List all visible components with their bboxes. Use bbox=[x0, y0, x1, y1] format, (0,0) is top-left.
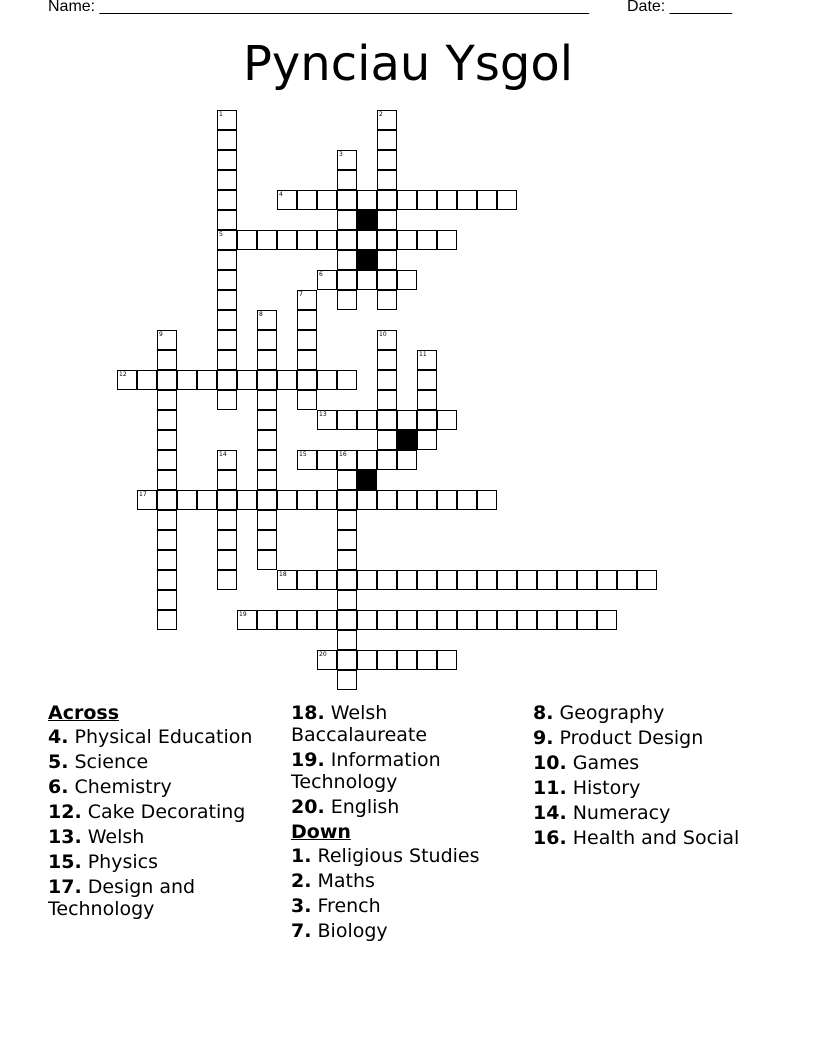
grid-cell[interactable] bbox=[317, 450, 337, 470]
grid-cell[interactable] bbox=[337, 450, 357, 470]
grid-cell[interactable] bbox=[317, 270, 337, 290]
clue-number: 2 bbox=[379, 111, 383, 118]
grid-cell[interactable] bbox=[157, 550, 177, 570]
grid-cell[interactable] bbox=[297, 570, 317, 590]
grid-cell[interactable] bbox=[497, 190, 517, 210]
clue-across-13: 13. Welsh bbox=[48, 826, 145, 848]
grid-cell[interactable] bbox=[377, 410, 397, 430]
grid-cell[interactable] bbox=[197, 490, 217, 510]
grid-cell[interactable] bbox=[337, 490, 357, 510]
clue-number: 12 bbox=[119, 371, 127, 378]
grid-cell[interactable] bbox=[317, 490, 337, 510]
clue-down-16: 16. Health and Social bbox=[533, 827, 740, 849]
grid-cell[interactable] bbox=[377, 570, 397, 590]
grid-cell[interactable] bbox=[297, 370, 317, 390]
grid-cell[interactable] bbox=[357, 650, 377, 670]
grid-cell[interactable] bbox=[157, 350, 177, 370]
grid-cell[interactable] bbox=[477, 570, 497, 590]
grid-cell[interactable] bbox=[217, 330, 237, 350]
grid-cell[interactable] bbox=[337, 150, 357, 170]
grid-cell[interactable] bbox=[377, 350, 397, 370]
grid-cell[interactable] bbox=[157, 330, 177, 350]
grid-cell[interactable] bbox=[157, 530, 177, 550]
grid-cell[interactable] bbox=[217, 270, 237, 290]
grid-cell[interactable] bbox=[217, 390, 237, 410]
grid-cell[interactable] bbox=[397, 650, 417, 670]
clue-number: 5 bbox=[219, 231, 223, 238]
grid-cell[interactable] bbox=[557, 610, 577, 630]
grid-cell[interactable] bbox=[357, 190, 377, 210]
grid-cell[interactable] bbox=[417, 610, 437, 630]
grid-cell[interactable] bbox=[137, 370, 157, 390]
grid-cell[interactable] bbox=[277, 190, 297, 210]
grid-cell[interactable] bbox=[297, 610, 317, 630]
grid-cell[interactable] bbox=[117, 370, 137, 390]
grid-cell[interactable] bbox=[157, 610, 177, 630]
clue-column-1 bbox=[48, 702, 278, 923]
grid-cell[interactable] bbox=[237, 370, 257, 390]
grid-cell[interactable] bbox=[457, 610, 477, 630]
grid-cell[interactable] bbox=[257, 470, 277, 490]
page-title: Pynciau Ysgol bbox=[242, 36, 574, 92]
grid-cell[interactable] bbox=[157, 390, 177, 410]
grid-cell[interactable] bbox=[257, 350, 277, 370]
grid-cell[interactable] bbox=[377, 390, 397, 410]
grid-cell[interactable] bbox=[157, 510, 177, 530]
grid-cell[interactable] bbox=[417, 390, 437, 410]
grid-cell[interactable] bbox=[477, 490, 497, 510]
grid-cell[interactable] bbox=[397, 570, 417, 590]
clue-down-8: 8. Geography bbox=[533, 702, 665, 724]
grid-cell[interactable] bbox=[217, 250, 237, 270]
grid-cell[interactable] bbox=[377, 230, 397, 250]
clue-number: 7 bbox=[299, 291, 303, 298]
grid-cell[interactable] bbox=[377, 450, 397, 470]
grid-cell[interactable] bbox=[217, 310, 237, 330]
grid-cell[interactable] bbox=[597, 570, 617, 590]
down-heading: Down bbox=[291, 821, 351, 843]
grid-cell[interactable] bbox=[377, 270, 397, 290]
grid-cell[interactable] bbox=[217, 130, 237, 150]
grid-cell[interactable] bbox=[497, 610, 517, 630]
grid-cell[interactable] bbox=[357, 270, 377, 290]
grid-cell[interactable] bbox=[217, 150, 237, 170]
grid-cell[interactable] bbox=[277, 570, 297, 590]
grid-cell[interactable] bbox=[317, 610, 337, 630]
grid-cell[interactable] bbox=[217, 450, 237, 470]
grid-cell[interactable] bbox=[277, 370, 297, 390]
clue-down-2: 2. Maths bbox=[291, 870, 375, 892]
grid-cell[interactable] bbox=[177, 370, 197, 390]
grid-cell[interactable] bbox=[377, 190, 397, 210]
grid-cell[interactable] bbox=[157, 590, 177, 610]
clue-number: 8 bbox=[259, 311, 263, 318]
grid-cell[interactable] bbox=[257, 490, 277, 510]
grid-cell[interactable] bbox=[417, 370, 437, 390]
clue-number: 3 bbox=[339, 151, 343, 158]
clue-number: 11 bbox=[419, 351, 427, 358]
grid-cell[interactable] bbox=[377, 330, 397, 350]
across-heading: Across bbox=[48, 702, 120, 724]
grid-cell[interactable] bbox=[437, 650, 457, 670]
grid-cell[interactable] bbox=[157, 450, 177, 470]
grid-cell[interactable] bbox=[237, 490, 257, 510]
grid-cell[interactable] bbox=[397, 610, 417, 630]
grid-cell[interactable] bbox=[297, 490, 317, 510]
grid-cell[interactable] bbox=[377, 250, 397, 270]
grid-cell[interactable] bbox=[357, 450, 377, 470]
clue-number: 15 bbox=[299, 451, 307, 458]
grid-cell[interactable] bbox=[537, 610, 557, 630]
grid-cell[interactable] bbox=[517, 570, 537, 590]
grid-cell[interactable] bbox=[337, 210, 357, 230]
clue-across-20: 20. English bbox=[291, 796, 400, 818]
grid-cell[interactable] bbox=[377, 210, 397, 230]
grid-cell[interactable] bbox=[517, 610, 537, 630]
grid-cell[interactable] bbox=[357, 610, 377, 630]
grid-cell[interactable] bbox=[397, 450, 417, 470]
clue-number: 16 bbox=[339, 451, 347, 458]
grid-cell[interactable] bbox=[377, 650, 397, 670]
clue-down-7: 7. Biology bbox=[291, 920, 388, 942]
grid-cell[interactable] bbox=[437, 190, 457, 210]
clue-down-1: 1. Religious Studies bbox=[291, 845, 480, 867]
grid-cell[interactable] bbox=[297, 230, 317, 250]
grid-cell[interactable] bbox=[217, 350, 237, 370]
grid-cell[interactable] bbox=[257, 230, 277, 250]
clue-down-14: 14. Numeracy bbox=[533, 802, 671, 824]
grid-cell[interactable] bbox=[417, 350, 437, 370]
grid-cell[interactable] bbox=[397, 270, 417, 290]
clue-number: 13 bbox=[319, 411, 327, 418]
clue-across-4: 4. Physical Education bbox=[48, 726, 253, 748]
clue-across-12: 12. Cake Decorating bbox=[48, 801, 246, 823]
grid-cell[interactable] bbox=[297, 290, 317, 310]
clue-number: 19 bbox=[239, 611, 247, 618]
clue-column-3 bbox=[533, 702, 773, 852]
grid-cell[interactable] bbox=[157, 470, 177, 490]
grid-cell[interactable] bbox=[217, 110, 237, 130]
clue-across-15: 15. Physics bbox=[48, 851, 158, 873]
grid-cell[interactable] bbox=[297, 190, 317, 210]
grid-cell[interactable] bbox=[377, 170, 397, 190]
grid-block bbox=[357, 210, 377, 230]
grid-cell[interactable] bbox=[217, 510, 237, 530]
grid-cell[interactable] bbox=[217, 290, 237, 310]
grid-cell[interactable] bbox=[437, 610, 457, 630]
grid-cell[interactable] bbox=[217, 470, 237, 490]
grid-cell[interactable] bbox=[377, 430, 397, 450]
grid-cell[interactable] bbox=[337, 290, 357, 310]
grid-cell[interactable] bbox=[377, 610, 397, 630]
grid-cell[interactable] bbox=[337, 550, 357, 570]
grid-cell[interactable] bbox=[257, 430, 277, 450]
grid-cell[interactable] bbox=[157, 570, 177, 590]
name-field: Name: _______________________________________________________ bbox=[48, 0, 589, 15]
clue-column-2 bbox=[291, 702, 521, 945]
grid-cell[interactable] bbox=[157, 410, 177, 430]
grid-cell[interactable] bbox=[337, 230, 357, 250]
grid-cell[interactable] bbox=[197, 370, 217, 390]
clue-down-11: 11. History bbox=[533, 777, 641, 799]
grid-cell[interactable] bbox=[377, 130, 397, 150]
grid-cell[interactable] bbox=[357, 230, 377, 250]
grid-cell[interactable] bbox=[437, 410, 457, 430]
grid-cell[interactable] bbox=[137, 490, 157, 510]
grid-cell[interactable] bbox=[217, 550, 237, 570]
grid-cell[interactable] bbox=[237, 610, 257, 630]
grid-cell[interactable] bbox=[337, 470, 357, 490]
grid-cell[interactable] bbox=[217, 170, 237, 190]
grid-cell[interactable] bbox=[397, 190, 417, 210]
grid-block bbox=[357, 470, 377, 490]
clue-number: 4 bbox=[279, 191, 283, 198]
grid-cell[interactable] bbox=[537, 570, 557, 590]
grid-cell[interactable] bbox=[577, 610, 597, 630]
grid-cell[interactable] bbox=[257, 610, 277, 630]
grid-cell[interactable] bbox=[417, 490, 437, 510]
grid-cell[interactable] bbox=[177, 490, 197, 510]
clue-number: 18 bbox=[279, 571, 287, 578]
grid-cell[interactable] bbox=[417, 650, 437, 670]
date-field: Date: _______ bbox=[627, 0, 732, 15]
grid-cell[interactable] bbox=[257, 450, 277, 470]
grid-cell[interactable] bbox=[217, 210, 237, 230]
grid-cell[interactable] bbox=[417, 190, 437, 210]
grid-cell[interactable] bbox=[477, 610, 497, 630]
clue-number: 9 bbox=[159, 331, 163, 338]
grid-cell[interactable] bbox=[397, 230, 417, 250]
grid-cell[interactable] bbox=[357, 410, 377, 430]
grid-cell[interactable] bbox=[317, 370, 337, 390]
grid-cell[interactable] bbox=[337, 370, 357, 390]
grid-cell[interactable] bbox=[337, 650, 357, 670]
grid-cell[interactable] bbox=[237, 230, 257, 250]
grid-cell[interactable] bbox=[337, 590, 357, 610]
clue-across-5: 5. Science bbox=[48, 751, 149, 773]
grid-cell[interactable] bbox=[597, 610, 617, 630]
clue-across-19: 19. Information Technology bbox=[291, 749, 441, 793]
grid-cell[interactable] bbox=[337, 170, 357, 190]
grid-cell[interactable] bbox=[317, 190, 337, 210]
grid-cell[interactable] bbox=[297, 450, 317, 470]
grid-cell[interactable] bbox=[337, 510, 357, 530]
clue-across-6: 6. Chemistry bbox=[48, 776, 172, 798]
grid-cell[interactable] bbox=[477, 190, 497, 210]
grid-cell[interactable] bbox=[217, 230, 237, 250]
grid-cell[interactable] bbox=[217, 530, 237, 550]
clue-across-17: 17. Design and Technology bbox=[48, 876, 196, 920]
grid-cell[interactable] bbox=[577, 570, 597, 590]
grid-cell[interactable] bbox=[317, 570, 337, 590]
grid-cell[interactable] bbox=[377, 110, 397, 130]
grid-cell[interactable] bbox=[317, 230, 337, 250]
grid-cell[interactable] bbox=[437, 490, 457, 510]
grid-cell[interactable] bbox=[317, 650, 337, 670]
grid-cell[interactable] bbox=[257, 370, 277, 390]
grid-cell[interactable] bbox=[337, 410, 357, 430]
clue-down-10: 10. Games bbox=[533, 752, 640, 774]
grid-cell[interactable] bbox=[277, 610, 297, 630]
grid-cell[interactable] bbox=[377, 490, 397, 510]
grid-cell[interactable] bbox=[337, 610, 357, 630]
grid-cell[interactable] bbox=[217, 490, 237, 510]
grid-cell[interactable] bbox=[617, 570, 637, 590]
grid-cell[interactable] bbox=[437, 230, 457, 250]
grid-cell[interactable] bbox=[157, 490, 177, 510]
grid-cell[interactable] bbox=[417, 410, 437, 430]
grid-cell[interactable] bbox=[277, 490, 297, 510]
clue-down-3: 3. French bbox=[291, 895, 381, 917]
grid-cell[interactable] bbox=[297, 310, 317, 330]
grid-cell[interactable] bbox=[257, 410, 277, 430]
grid-cell[interactable] bbox=[337, 270, 357, 290]
grid-cell[interactable] bbox=[257, 530, 277, 550]
grid-block bbox=[397, 430, 417, 450]
grid-cell[interactable] bbox=[157, 430, 177, 450]
grid-cell[interactable] bbox=[357, 570, 377, 590]
grid-cell[interactable] bbox=[297, 350, 317, 370]
grid-cell[interactable] bbox=[157, 370, 177, 390]
clue-number: 20 bbox=[319, 651, 327, 658]
grid-cell[interactable] bbox=[337, 630, 357, 650]
grid-cell[interactable] bbox=[437, 570, 457, 590]
grid-cell[interactable] bbox=[217, 370, 237, 390]
grid-cell[interactable] bbox=[297, 390, 317, 410]
grid-cell[interactable] bbox=[337, 570, 357, 590]
grid-cell[interactable] bbox=[497, 570, 517, 590]
grid-cell[interactable] bbox=[337, 530, 357, 550]
grid-cell[interactable] bbox=[417, 570, 437, 590]
grid-cell[interactable] bbox=[257, 310, 277, 330]
clue-number: 17 bbox=[139, 491, 147, 498]
grid-cell[interactable] bbox=[317, 410, 337, 430]
grid-cell[interactable] bbox=[377, 290, 397, 310]
grid-cell[interactable] bbox=[257, 510, 277, 530]
grid-cell[interactable] bbox=[377, 150, 397, 170]
grid-cell[interactable] bbox=[457, 490, 477, 510]
grid-cell[interactable] bbox=[217, 570, 237, 590]
grid-cell[interactable] bbox=[277, 230, 297, 250]
grid-cell[interactable] bbox=[457, 190, 477, 210]
grid-cell[interactable] bbox=[337, 250, 357, 270]
clue-number: 6 bbox=[319, 271, 323, 278]
grid-cell[interactable] bbox=[557, 570, 577, 590]
grid-cell[interactable] bbox=[397, 490, 417, 510]
grid-cell[interactable] bbox=[417, 430, 437, 450]
clue-down-9: 9. Product Design bbox=[533, 727, 704, 749]
grid-cell[interactable] bbox=[257, 390, 277, 410]
grid-cell[interactable] bbox=[257, 330, 277, 350]
grid-cell[interactable] bbox=[417, 230, 437, 250]
clue-number: 14 bbox=[219, 451, 227, 458]
grid-cell[interactable] bbox=[377, 370, 397, 390]
clue-across-18: 18. Welsh Baccalaureate bbox=[291, 702, 428, 746]
grid-cell[interactable] bbox=[397, 410, 417, 430]
grid-cell[interactable] bbox=[637, 570, 657, 590]
clue-number: 10 bbox=[379, 331, 387, 338]
grid-cell[interactable] bbox=[337, 670, 357, 690]
grid-cell[interactable] bbox=[357, 490, 377, 510]
grid-cell[interactable] bbox=[217, 190, 237, 210]
grid-cell[interactable] bbox=[457, 570, 477, 590]
clue-number: 1 bbox=[219, 111, 223, 118]
grid-block bbox=[357, 250, 377, 270]
grid-cell[interactable] bbox=[297, 330, 317, 350]
grid-cell[interactable] bbox=[337, 190, 357, 210]
grid-cell[interactable] bbox=[257, 550, 277, 570]
